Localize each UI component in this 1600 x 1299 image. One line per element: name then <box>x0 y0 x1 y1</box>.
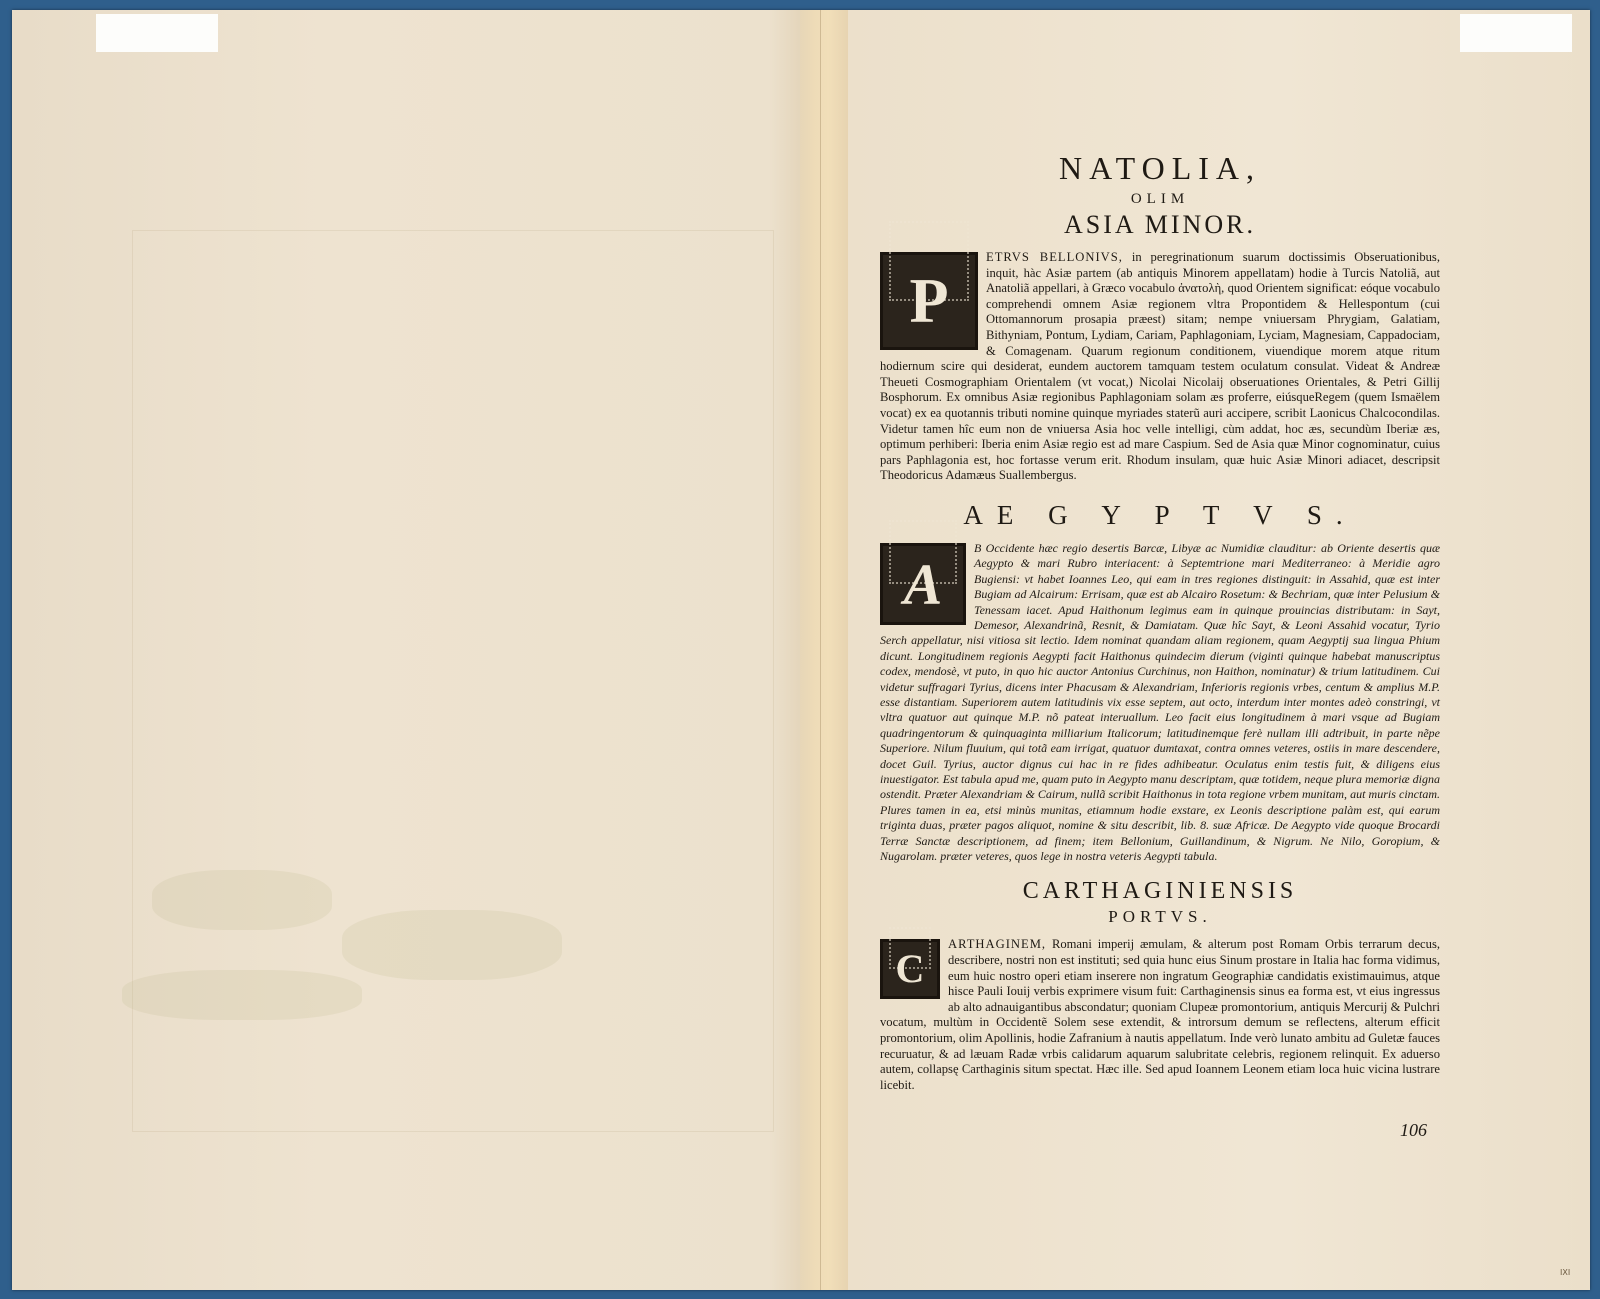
natolia-paragraph <box>880 250 1440 484</box>
natolia-subtitle: OLIM <box>1130 191 1190 207</box>
decorated-initial-a: A <box>880 543 966 625</box>
fold-line <box>820 10 821 1290</box>
carthago-lead: ARTHAGINEM, <box>948 937 1047 952</box>
paper-tab-right <box>1460 14 1572 52</box>
carthago-text: Romani imperij æmulam, & alterum post Romam Orbis terrarum decus, describere, nostri non est instituti; sed quia hunc eius Sinum prostare in Italia hac forma vidimus, eum huic nostro operi etiam inserere non ingratum Geographiæ candidatis existimauimus, atque hisce Pauli Iouij verbis exprimere visum fuit: Carthaginensis sinus ea forma est, vt eius ingressus ab alto adnauigantibus abscondatur; quoniam Clupeæ promontorium, antiquis Mercurij & Pulchri vocatum, multùm in Occidentẽ Solem sese extendit, & introrsum demum se reflectens, alterum efficit promontorium, olim Apollinis, hodie Zafranium à nautis appellatum. Inde verò lunato ambitu ad Guletæ fauces recuruatur, & ad læuam Radæ vrbis calidarum aquarum salubritate celebris, regionem relinquit. Ex aduerso autem, collapsę Carthaginis situm spectat. Hæc ille. Sed apud Ioannem Leonem etiam loca huic vicina lustrare licebit. <box>880 937 1440 1092</box>
natolia-text: in peregrinationum suarum doctissimis Obseruationibus, inquit, hàc Asiæ partem (ab antiquis Minorem appellatam) hodie à Turcis Natoliã, aut Anatoliã appellari, à Græco vocabulo ἀνατολὴ, quod Orientem significat: eóque vocabulo comprehendi omnem Asiæ regionem vltra Propontidem & Hellespontum (cui Ottomannorum prosapia præest) sitam; nempe vniuersam Phrygiam, Galatiam, Bithyniam, Pontum, Lydiam, Cariam, Paphlagoniam, Lyciam, Magnesiam, Cappadociam, & Comagenam. Quarum regionum conditionem, viuendique morem atque ritum hodiernum scire qui desiderat, eundem auctorem tamquam testem oculatum consulat. Videat & Andreæ Theueti Cosmographiam Orientalem (vt vocat,) Nicolai Nicolaij obseruationes Orientales, & Petri Gillij Bosphorum. Ex omnibus Asiæ regionibus Paphlagoniam solam æs proferre, eiúsqueRegem (quem Ismaëlem vocat) ex ea quotannis tributi nomine quinque myriades staterũ auri accipere, scribit Laonicus Chalcocondilas. Videtur tamen hîc eum non de vniuersa Asia hoc velle intelligi, cùm addat, hoc æs, secundùm Iberiæ æs, optimum perhiberi: Iberia enim Asiæ regio est ad mare Caspium. Sed de Asia quæ Minor cognominatur, cuius pars Paphlagonia est, hoc fortasse verum erit. Rhodum insulam, quæ huic Asiæ Minori adiacet, descripsit Theodoricus Adamæus Suallembergus. <box>880 250 1440 483</box>
page-number: 106 <box>1400 1120 1427 1140</box>
natolia-subtitle-2: ASIA MINOR. <box>1064 210 1256 239</box>
show-through-blot <box>152 870 332 930</box>
text-column <box>880 150 1440 1093</box>
aegyptus-title: AE G Y P T V S. <box>963 499 1357 530</box>
center-fold <box>800 10 848 1290</box>
aegyptus-text: B Occidente hæc regio desertis Barcæ, Libyæ ac Numidiæ clauditur: ab Oriente desertis quæ Aegypto & mari Rubro interiacent: à Septemtrione mari Mediterraneo: à Meridie agro Bugiensi: vt habet Ioannes Leo, qui eam in tres regiones distinguit: in Assahid, quæ est inter Bugiam ad Alcairum: Errisam, quæ est ab Alcairo Rosetum: & Bechriam, quæ inter Pelusium & Tenessam iacet. Apud Haithonum legimus eam in quinque prouincias distributam: in Sayt, Demesor, Alexandrinã, Resnit, & Damiatam. Quæ hîc Sayt, & Leoni Assahid vocatur, Tyrio Serch appellatur, nisi vitiosa sit lectio. Idem nominat quandam aliam regionem, quam Aegyptij sua lingua Phium dicunt. Longitudinem regionis Aegypti facit Haithonus quindecim dierum (viginti quinque habebat manuscriptus codex, mendosè, vt puto, in quo hic auctor Antonius Curchinus, non Haithon, nominatur) & trium latitudinem. Cui videtur suffragari Tyrius, dicens inter Phacusam & Alexandriam, Inferioris regionis vrbes, centum & amplius M.P. esse distantiam. Superiorem autem latitudinis vix esse septem, aut octo, interdum inter montes adeò constringi, vt vltra quatuor aut quinque M.P. nõ pateat interuallum. Leo facit eius longitudinem à mari vsque ad Bugiam quadringentorum & quinquaginta milliarium Italicorum; latitudinemque ferè nullam illi adtribuit, in parte nẽpe Superiore. Nilum fluuium, qui totã eam irrigat, quatuor dumtaxat, contra omnes veteres, ostiis in mare descendere, docet Guil. Tyrius, auctor dignus cui hac in re fides adhibeatur. Oculatus enim testis fuit, & diligens eius inuestigator. Est tabula apud me, quam puto in Aegypto manu descriptam, quæ totidem, neque plura memoriæ digna ostendit. Præter Alexandriam & Cairum, nullã scribit Haithonus in tota regione vrbem munitam, aut muris cinctam. Plures tamen in ea, etsi minùs munitas, etiamnum hodie exstare, ex Leonis descriptione palàm est, qui earum triginta duas, præter pagos aliquot, nomine & situ describit, lib. 8. suæ Africæ. De Aegypto vide quoque Brocardi Terræ Sanctæ descriptionem, ad finem; item Bellonium, Guillandinum, & Nigrum. Ne Nilo, Goropium, & Nugarolam. præter veteres, quos lege in nostra veteris Aegypti tabula. <box>880 540 1440 864</box>
aegyptus-paragraph <box>880 541 1440 865</box>
carthago-paragraph <box>880 937 1440 1093</box>
corner-mark: IXI <box>1560 1268 1571 1277</box>
natolia-title: NATOLIA, <box>1058 150 1262 186</box>
carthago-title: CARTHAGINIENSIS <box>1022 878 1298 905</box>
decorated-initial-c: C <box>880 939 940 999</box>
decorated-initial-p: P <box>880 252 978 350</box>
show-through-blot <box>122 970 362 1020</box>
natolia-lead: ETRVS BELLONIVS, <box>986 250 1123 264</box>
show-through-blot <box>342 910 562 980</box>
carthago-subtitle: PORTVS. <box>1108 907 1212 927</box>
paper-tab-left <box>96 14 218 52</box>
